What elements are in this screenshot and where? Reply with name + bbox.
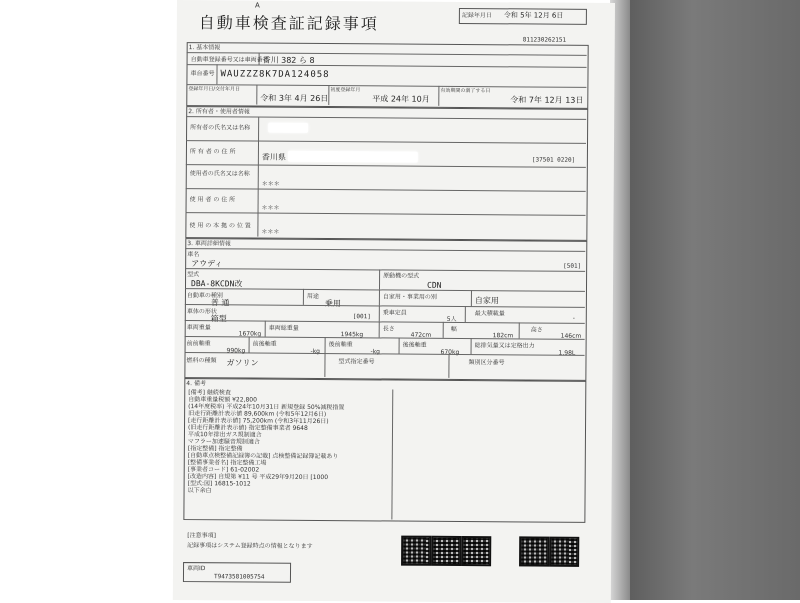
engine-value: CDN [426,280,442,290]
notes-text: 記録事項はシステム登録時点の情報となります [187,542,313,550]
remark-line: マフラー加速騒音規制適合 [187,438,260,446]
length-value: 472cm [410,331,432,339]
reg-number: 香川 382 ら 8 [262,55,315,65]
notes-label: [注意事項] [187,532,216,540]
displacement-label: 総排気量又は定格出力 [474,342,535,350]
fuel-value: ガソリン [226,358,259,368]
weight-label: 車両重量 [186,324,211,332]
car-name: アウディ [191,259,223,269]
length-label: 長さ [382,325,395,333]
remark-line: [備考] 継続検査 [188,389,231,397]
base-location-label: 使 用 の 本 拠 の 位 置 [189,222,251,230]
weight-value: 1670kg [238,330,262,338]
redaction-owner-address [288,151,418,163]
class-number-label: 類別区分番号 [468,359,505,367]
width-value: 182cm [492,332,514,340]
record-date-box [459,8,587,25]
remark-line: [整備事業者名] 指定整備工場 [187,459,267,467]
record-date-label: 記録年月日 [461,11,492,20]
base-location: ＊＊＊ [261,228,280,236]
background-left [0,0,175,600]
basic-info-heading: 1. 基本情報 [188,44,221,52]
first-reg: 平成 24年 10月 [372,94,430,104]
body-shape: 箱型 [210,314,227,324]
remark-line: 以下余白 [187,487,212,495]
height-label: 高さ [530,326,543,334]
rear-axle-value: 670kg [440,348,460,356]
purpose-label: 自家用・事業用の別 [382,293,437,301]
body-shape-code: [001] [352,313,371,321]
qr-code-4 [519,536,549,566]
vehicle-kind: 普 通 [210,298,230,308]
vehicle-detail-heading: 3. 車両詳細情報 [187,240,231,248]
remark-line: 自動車重量税額 ¥22,800 [188,396,257,404]
qr-code-3 [461,536,491,566]
remark-line: [走行距離計表示値] 75,200km (令和3年11月26日) [188,417,329,426]
capacity-label: 乗車定員 [382,309,407,317]
gross-weight-value: 1945kg [340,331,364,339]
front-axle-value: 990kg [226,347,246,355]
reg-date: 令和 3年 4月 26日 [260,93,329,104]
user-name: ＊＊＊ [261,180,280,188]
remark-line: [自動車点検整備記録簿の記載] 点検整備記録簿記載あり [187,452,339,461]
use-label: 用途 [306,292,319,300]
engine-label: 原動機の型式 [383,272,420,280]
qr-code-5 [549,537,579,567]
remark-line: [改造内容] 自規第 ¥11 号 平成29年9月20日 [1000 [187,473,329,482]
gross-weight-label: 車両総重量 [268,324,299,332]
reg-date-label: 登録年月日/交付年月日 [188,86,241,93]
owner-postal-code: [37501 0220] [531,156,576,164]
first-reg-label: 初度登録年月 [330,87,361,94]
purpose-value: 自家用 [474,296,499,306]
model-label: 型式 [187,271,200,279]
owner-user-heading: 2. 所有者・使用者情報 [188,108,250,116]
max-load-label: 最大積載量 [474,310,505,318]
owner-address: 香川県 [261,152,286,162]
rear-front-axle-label: 後前軸重 [328,341,353,349]
front-axle-label: 前前軸重 [186,340,211,348]
remark-line: [型式:図] 16815-1012 [187,480,251,488]
qr-code-1 [401,536,431,566]
user-name-label: 使用者の氏名又は名称 [189,170,250,178]
fuel-label: 燃料の種類 [186,357,217,365]
user-address: ＊＊＊ [261,204,280,212]
vin-label: 車台番号 [190,70,215,78]
redaction-owner-name [268,123,308,133]
vehicle-id-label: 車両ID [187,565,206,573]
front-rear-axle-value: -kg [310,347,321,356]
record-date: 令和 5年 12月 6日 [503,11,564,20]
car-name-code: [501] [563,262,582,270]
qr-code-2 [431,536,461,566]
document-title: 自動車検査証記録事項 [198,13,379,34]
front-rear-axle-label: 前後軸重 [252,340,277,348]
remark-line: (14年度税率) 平成24年10月31日 新規登録 50%減税措置 [188,403,345,412]
rear-front-axle-value: -kg [370,348,381,356]
expiry-label: 有効期間の満了する日 [440,87,491,95]
user-address-label: 使 用 者 の 住 所 [189,196,236,204]
model-value: DBA-8KCDN改 [190,279,243,289]
rear-axle-label: 後後軸重 [402,341,427,349]
reg-number-label: 自動車登録番号又は車両番号 [190,56,269,64]
remarks-heading: 4. 備考 [186,380,206,388]
expiry-date: 令和 7年 12月 13日 [510,95,584,105]
owner-address-label: 所 有 者 の 住 所 [189,148,236,156]
use-value: 乗用 [324,299,341,309]
displacement-value: 1.98L [558,349,576,357]
remark-line: (旧走行距離計表示値) 指定整備事業者 9648 [187,424,308,432]
background-right [620,0,800,600]
vehicle-id-value: T9473581005754 [213,573,265,581]
remark-line: [事業者コード] 61-02002 [187,466,260,474]
edition-mark: A [254,1,260,10]
vehicle-kind-label: 自動車の種別 [186,292,223,300]
capacity-value: 5人 [446,315,457,323]
type-designation-label: 型式指定番号 [338,358,375,366]
remark-line: [指定整備] 指定整備 [187,445,243,453]
remark-line: 旧走行距離計表示値 89,600km (令和5年12月6日) [188,410,327,419]
inspection-certificate-paper [173,0,615,603]
body-shape-label: 車体の形状 [186,308,217,316]
width-label: 幅 [450,325,457,333]
remark-line: 平成10年排出ガス規制適合 [187,431,262,439]
height-value: 146cm [560,332,582,340]
car-name-label: 車名 [187,251,200,259]
document-number: 811230262151 [522,36,567,44]
max-load-value: - [572,314,575,322]
owner-name-label: 所有者の氏名又は名称 [190,124,251,132]
vehicle-id-box [183,562,291,583]
vin-value: WAUZZZ8K7DA124058 [220,69,330,81]
